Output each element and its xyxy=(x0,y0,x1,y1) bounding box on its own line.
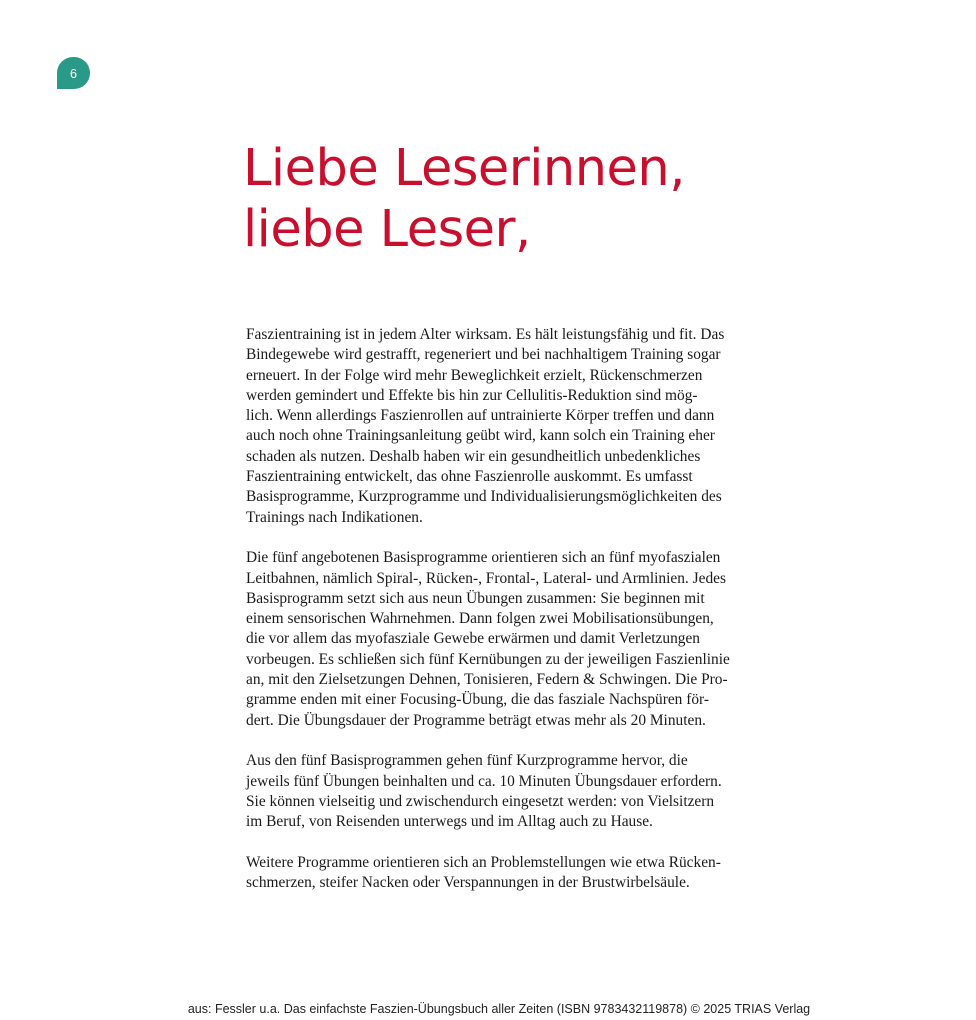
text-line: Aus den fünf Basisprogrammen gehen fünf Kurzprogramme hervor, die xyxy=(246,752,688,770)
text-line: Basisprogramme, Kurzprogramme und Individualisierungsmöglichkeiten des xyxy=(246,488,722,506)
paragraph-3 xyxy=(246,751,766,832)
title-line-2: liebe Leser, xyxy=(243,200,531,259)
text-line: Basisprogramm setzt sich aus neun Übungen zusammen: Sie beginnen mit xyxy=(246,589,705,607)
body-text xyxy=(246,325,766,914)
paragraph-2 xyxy=(246,548,766,731)
text-line: Bindegewebe wird gestrafft, regeneriert und bei nachhaltigem Training sogar xyxy=(246,346,721,364)
text-line: an, mit den Zielsetzungen Dehnen, Tonisieren, Federn & Schwingen. Die Pro- xyxy=(246,671,728,689)
text-line: gramme enden mit einer Focusing-Übung, die das fasziale Nachspüren för- xyxy=(246,691,709,709)
paragraph-1 xyxy=(246,325,766,528)
page-title xyxy=(243,138,685,260)
text-line: Sie können vielseitig und zwischendurch eingesetzt werden: von Vielsitzern xyxy=(246,792,715,810)
text-line: werden gemindert und Effekte bis hin zur Cellulitis-Reduktion sind mög- xyxy=(246,386,698,404)
copyright-footer: aus: Fessler u.a. Das einfachste Faszien-Übungsbuch aller Zeiten (ISBN 9783432119878) © 2025 TRIAS Verlag xyxy=(187,1002,811,1016)
text-line: Trainings nach Indikationen. xyxy=(246,508,423,526)
text-line: Faszientraining ist in jedem Alter wirksam. Es hält leistungsfähig und fit. Das xyxy=(246,326,725,343)
text-line: schmerzen, steifer Nacken oder Verspannungen in der Brustwirbelsäule. xyxy=(246,874,690,892)
page-number: 6 xyxy=(69,65,78,81)
text-line: dert. Die Übungsdauer der Programme beträgt etwas mehr als 20 Minuten. xyxy=(246,711,706,729)
title-line-1: Liebe Leserinnen, xyxy=(243,139,685,198)
text-line: einem sensorischen Wahrnehmen. Dann folgen zwei Mobilisationsübungen, xyxy=(246,610,714,628)
text-line: schaden als nutzen. Deshalb haben wir ein gesundheitlich unbedenkliches xyxy=(246,447,701,465)
text-line: Leitbahnen, nämlich Spiral-, Rücken-, Frontal-, Lateral- und Armlinien. Jedes xyxy=(246,569,726,587)
text-line: auch noch ohne Trainingsanleitung geübt wird, kann solch ein Training eher xyxy=(246,427,715,445)
text-line: Weitere Programme orientieren sich an Problemstellungen wie etwa Rücken- xyxy=(246,853,721,871)
text-line: im Beruf, von Reisenden unterwegs und im Alltag auch zu Hause. xyxy=(246,813,653,831)
text-line: vorbeugen. Es schließen sich fünf Kernübungen zu der jeweiligen Faszienlinie xyxy=(246,650,730,668)
text-line: Die fünf angebotenen Basisprogramme orientieren sich an fünf myofaszialen xyxy=(246,549,721,567)
page-number-badge xyxy=(57,57,90,89)
paragraph-4 xyxy=(246,853,766,894)
text-line: die vor allem das myofasziale Gewebe erwärmen und damit Verletzungen xyxy=(246,630,700,648)
text-line: erneuert. In der Folge wird mehr Beweglichkeit erzielt, Rückenschmerzen xyxy=(246,366,703,384)
text-line: Faszientraining entwickelt, das ohne Faszienrolle auskommt. Es umfasst xyxy=(246,468,693,486)
text-line: jeweils fünf Übungen beinhalten und ca. 10 Minuten Übungsdauer erfordern. xyxy=(246,772,722,790)
text-line: lich. Wenn allerdings Faszienrollen auf untrainierte Körper treffen und dann xyxy=(246,407,715,425)
